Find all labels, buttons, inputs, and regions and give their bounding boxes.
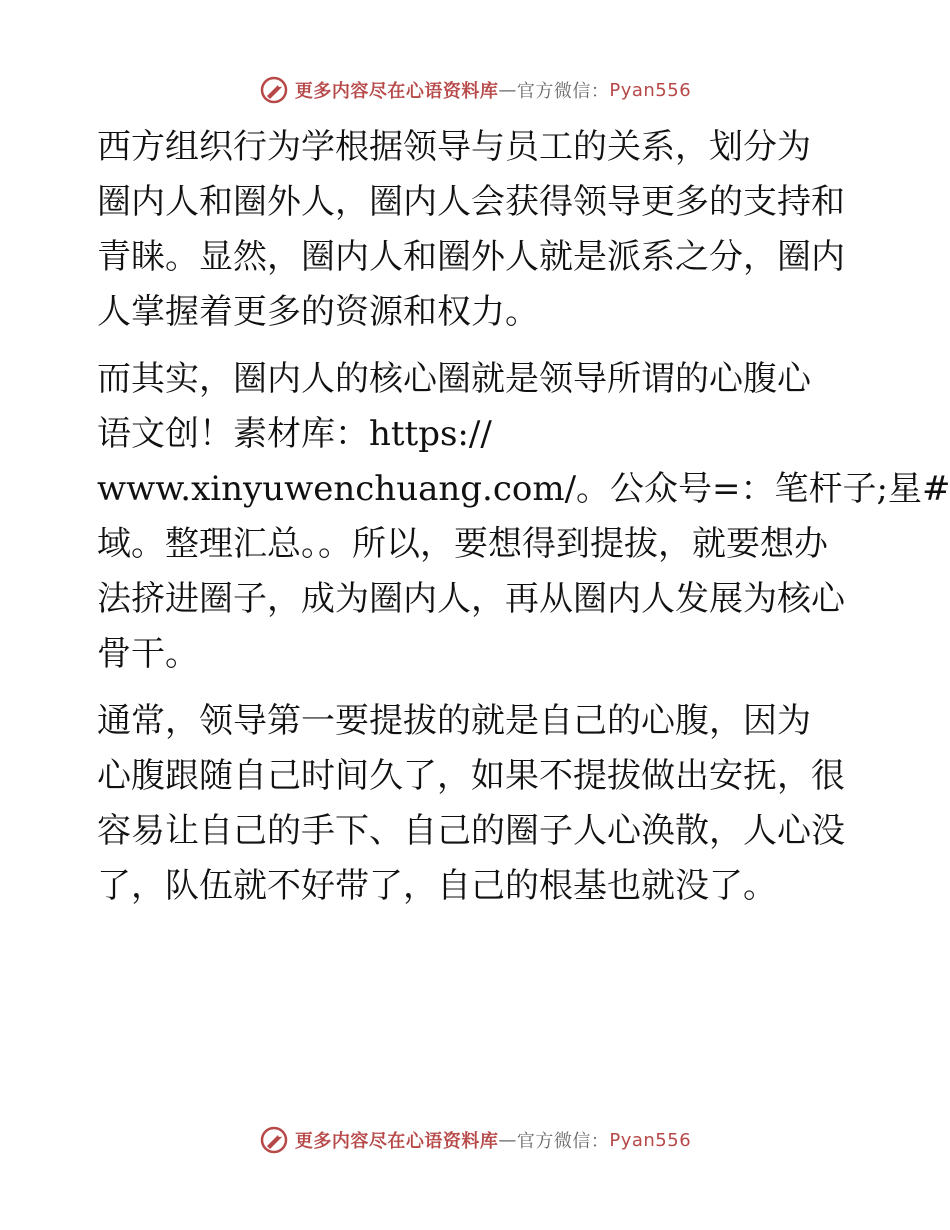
pen-nib-logo-icon — [259, 75, 289, 105]
text-line: 青睐。显然，圈内人和圈外人就是派系之分，圈内 — [97, 237, 845, 277]
text-line: www.xinyuwenchuang.com/。公众号=：笔杆子;星# — [97, 469, 950, 509]
footer-wechat-id: Pyan556 — [609, 1129, 692, 1151]
footer-wechat-label: 官方微信： — [516, 1131, 610, 1152]
paragraph-1 — [97, 120, 857, 340]
footer-banner — [0, 1120, 950, 1160]
text-line: 而其实，圈内人的核心圈就是领导所谓的心腹心 — [97, 359, 811, 399]
text-line: 了，队伍就不好带了，自己的根基也就没了。 — [97, 866, 777, 906]
text-line: 人掌握着更多的资源和权力。 — [97, 292, 539, 332]
text-line: 骨干。 — [97, 634, 199, 674]
text-line: 通常，领导第一要提拔的就是自己的心腹，因为 — [97, 701, 811, 741]
paragraph-2 — [97, 352, 950, 682]
header-wechat-id: Pyan556 — [609, 79, 692, 101]
footer-brand-text: 更多内容尽在心语资料库 — [294, 1131, 499, 1152]
document-body — [97, 120, 950, 926]
text-line: 西方组织行为学根据领导与员工的关系，划分为 — [97, 127, 811, 167]
header-wechat-label: 官方微信： — [516, 81, 610, 102]
text-line: 域。整理汇总。。所以，要想得到提拔，就要想办 — [97, 524, 828, 564]
text-line: 法挤进圈子，成为圈内人，再从圈内人发展为核心 — [97, 579, 845, 619]
text-line: 圈内人和圈外人，圈内人会获得领导更多的支持和 — [97, 182, 845, 222]
paragraph-3 — [97, 694, 857, 914]
text-line: 心腹跟随自己时间久了，如果不提拔做出安抚，很 — [97, 756, 845, 796]
header-banner — [0, 70, 950, 110]
text-line: 容易让自己的手下、自己的圈子人心涣散，人心没 — [97, 811, 845, 851]
pen-nib-logo-icon — [259, 1125, 289, 1155]
footer-separator: — — [498, 1129, 517, 1151]
text-line: 语文创！素材库：https:// — [97, 414, 492, 454]
header-separator: — — [498, 79, 517, 101]
header-brand-text: 更多内容尽在心语资料库 — [294, 81, 499, 102]
